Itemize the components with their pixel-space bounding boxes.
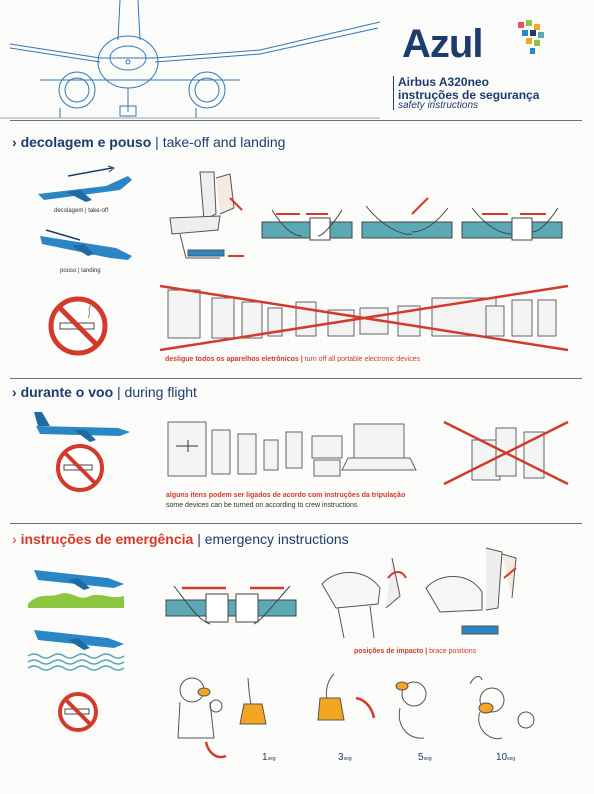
takeoff-plane-icon (36, 166, 136, 206)
no-smoking-icon (56, 690, 100, 734)
header-divider (393, 76, 394, 110)
brand-logo-text: Azul (402, 22, 483, 66)
seatbelt-fasten-illustration (262, 196, 572, 256)
brace-caption: posições de impacto | brace positions (354, 648, 477, 655)
devices-prohibited-illustration (444, 422, 574, 488)
land-emergency-plane-icon (28, 558, 128, 612)
devices-allowed-illustration (164, 418, 424, 482)
step-4-label: 10seg (496, 752, 516, 763)
step-1-label: 1seg (262, 752, 276, 763)
section-title-flight: › durante o voo | during flight (12, 384, 197, 400)
brazil-map-logo-icon (512, 18, 552, 58)
section-title-emergency: › instruções de emergência | emergency instructions (12, 531, 349, 547)
landing-caption: pouso | landing (60, 268, 101, 274)
brace-position-illustration (316, 548, 526, 648)
title-en: safety instructions (398, 100, 479, 111)
section-title-takeoff: › decolagem e pouso | take-off and landing (12, 134, 286, 150)
landing-plane-icon (36, 226, 136, 266)
cruise-plane-icon (34, 408, 134, 442)
takeoff-caption: decolagem | take-off (54, 208, 109, 214)
electronic-devices-off-illustration (160, 284, 572, 354)
aircraft-model: Airbus A320neo (398, 75, 489, 89)
seat-upright-illustration (160, 168, 250, 268)
divider (10, 120, 582, 121)
no-smoking-icon (46, 294, 110, 358)
water-emergency-plane-icon (28, 618, 128, 672)
title-pt: instruções de segurança (398, 88, 540, 102)
seatbelt-release-illustration (166, 580, 306, 636)
aircraft-front-illustration (0, 0, 400, 125)
no-smoking-icon (54, 442, 106, 494)
divider (10, 378, 582, 379)
devices-off-note: desligue todos os aparelhos eletrônicos | turn off all portable electronic devices (165, 356, 421, 363)
divider (10, 523, 582, 524)
devices-allowed-note-pt: alguns itens podem ser ligados de acordo com instruções da tripulação (166, 492, 406, 499)
devices-allowed-note-en: some devices can be turned on according to crew instructions (166, 502, 358, 509)
step-3-label: 5seg (418, 752, 432, 763)
step-2-label: 3seg (338, 752, 352, 763)
